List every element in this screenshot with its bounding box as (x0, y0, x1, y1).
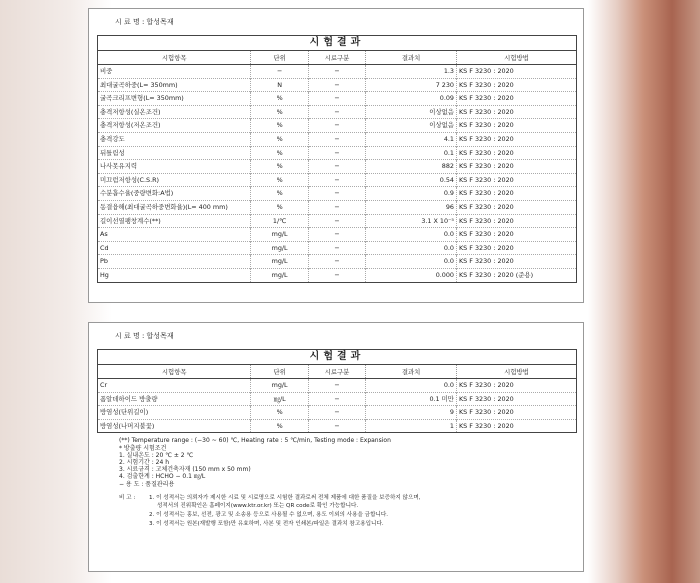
header-method: 시험방법 (456, 51, 576, 65)
cell-unit: % (251, 160, 308, 174)
cell-unit: 1/℃ (251, 214, 308, 228)
cell-sample-type: − (308, 228, 365, 242)
cell-test-item: 수분흡수율(중량변화:A법) (98, 187, 251, 201)
cell-test-item: 나사못유지력 (98, 160, 251, 174)
cell-sample-type: − (308, 105, 365, 119)
table-row (98, 419, 576, 432)
cell-sample-type: − (308, 392, 365, 406)
note-line: 4. 검출한계 : HCHO − 0.1 ㎎/L (119, 473, 206, 481)
cell-test-item: 충격저항성(저온조건) (98, 119, 251, 133)
remark-line: 성적서의 진위확인은 홈페이지(www.ktr.or.kr) 또는 QR code로 확인 가능합니다. (157, 503, 359, 510)
cell-unit: mg/L (251, 228, 308, 242)
cell-result: 3.1 X 10⁻⁵ (366, 214, 457, 228)
cell-result: 96 (366, 200, 457, 214)
cell-result: 0.1 미만 (366, 392, 457, 406)
cell-sample-type: − (308, 119, 365, 133)
cell-unit: mg/L (251, 268, 308, 281)
cell-unit: mg/L (251, 255, 308, 269)
results-title: 시험결과 (98, 36, 576, 51)
cell-result: 1.3 (366, 65, 457, 79)
table-row (98, 255, 576, 269)
results-box (97, 35, 577, 283)
cell-unit: % (251, 132, 308, 146)
cell-sample-type: − (308, 406, 365, 420)
table-row (98, 268, 576, 281)
table-row (98, 228, 576, 242)
cell-sample-type: − (308, 419, 365, 432)
cell-sample-type: − (308, 146, 365, 160)
cell-result: 0.0 (366, 255, 457, 269)
table-header-row (98, 365, 576, 379)
note-line: 3. 시료규격 : 고체건축자재 (150 mm x 50 mm) (119, 466, 251, 474)
cell-unit: % (251, 200, 308, 214)
remark-line: 1. 이 성적서는 의뢰자가 제시한 시료 및 시료명으로 시험한 결과로써 전체 제품에 대한 품질을 보증하지 않으며, (149, 494, 421, 501)
report-frame (88, 8, 584, 303)
cell-unit: mg/L (251, 379, 308, 393)
cell-method: KS F 3230 : 2020 (456, 78, 576, 92)
cell-sample-type: − (308, 92, 365, 106)
cell-test-item: Cd (98, 241, 251, 255)
cell-result: 0.54 (366, 173, 457, 187)
cell-method: KS F 3230 : 2020 (456, 160, 576, 174)
cell-unit: % (251, 173, 308, 187)
cell-method: KS F 3230 : 2020 (456, 379, 576, 393)
header-test-item: 시험항목 (98, 365, 251, 379)
note-line: − 용 도 : 품질관리용 (119, 480, 175, 488)
cell-method: KS F 3230 : 2020 (456, 119, 576, 133)
cell-unit: ㎎/L (251, 392, 308, 406)
cell-sample-type: − (308, 268, 365, 281)
sample-name: 시 료 명 : 합성목재 (115, 18, 174, 26)
cell-unit: % (251, 105, 308, 119)
cell-unit: % (251, 92, 308, 106)
table-row (98, 132, 576, 146)
remark-line: 2. 이 성적서는 홍보, 선전, 광고 및 소송용 등으로 사용될 수 없으며, 용도 이외의 사용을 금합니다. (149, 511, 389, 518)
remark-line: 3. 이 성적서는 원본(재발행 포함)만 유효하며, 사본 및 전자 인쇄본/파일은 결과치 참고용입니다. (149, 520, 384, 527)
table-row (98, 160, 576, 174)
cell-sample-type: − (308, 241, 365, 255)
header-method: 시험방법 (456, 365, 576, 379)
cell-result: 이상없음 (366, 105, 457, 119)
cell-unit: − (251, 65, 308, 79)
note-line: * 방출량 시험조건 (119, 444, 167, 452)
header-result: 결과치 (366, 51, 457, 65)
cell-method: KS F 3230 : 2020 (456, 228, 576, 242)
cell-result: 7 230 (366, 78, 457, 92)
test-report-sheet-1 (88, 8, 584, 303)
header-sample-type: 시료구분 (308, 51, 365, 65)
note-line: 1. 실내온도 : 20 ℃ ± 2 ℃ (119, 451, 194, 459)
cell-result: 9 (366, 406, 457, 420)
table-header-row (98, 51, 576, 65)
cell-test-item: 동결융해(최대굴곡하중변화율)(L= 400 mm) (98, 200, 251, 214)
cell-sample-type: − (308, 255, 365, 269)
remarks (89, 488, 583, 528)
cell-result: 4.1 (366, 132, 457, 146)
cell-method: KS F 3230 : 2020 (준용) (456, 268, 576, 281)
cell-method: KS F 3230 : 2020 (456, 214, 576, 228)
table-row (98, 406, 576, 420)
cell-method: KS F 3230 : 2020 (456, 105, 576, 119)
header-unit: 단위 (251, 365, 308, 379)
cell-test-item: 방염성(나머지불꽃) (98, 419, 251, 432)
cell-method: KS F 3230 : 2020 (456, 92, 576, 106)
cell-sample-type: − (308, 214, 365, 228)
cell-result: 0.9 (366, 187, 457, 201)
table-row (98, 241, 576, 255)
cell-result: 0.0 (366, 241, 457, 255)
cell-unit: % (251, 119, 308, 133)
cell-unit: N (251, 78, 308, 92)
cell-method: KS F 3230 : 2020 (456, 255, 576, 269)
cell-test-item: 뒤틀림성 (98, 146, 251, 160)
cell-result: 1 (366, 419, 457, 432)
cell-sample-type: − (308, 78, 365, 92)
cell-sample-type: − (308, 379, 365, 393)
cell-method: KS F 3230 : 2020 (456, 419, 576, 432)
cell-method: KS F 3230 : 2020 (456, 406, 576, 420)
table-row (98, 146, 576, 160)
cell-result: 이상없음 (366, 119, 457, 133)
header-sample-type: 시료구분 (308, 365, 365, 379)
cell-result: 0.000 (366, 268, 457, 281)
cell-test-item: 최대굴곡하중(L= 350mm) (98, 78, 251, 92)
results-title: 시험결과 (98, 350, 576, 365)
cell-sample-type: − (308, 65, 365, 79)
table-row (98, 379, 576, 393)
results-box (97, 349, 577, 433)
header-result: 결과치 (366, 365, 457, 379)
cell-test-item: Hg (98, 268, 251, 281)
cell-test-item: 충격강도 (98, 132, 251, 146)
cell-test-item: 충격저항성(실온조건) (98, 105, 251, 119)
cell-unit: % (251, 419, 308, 432)
cell-method: KS F 3230 : 2020 (456, 65, 576, 79)
cell-test-item: 비중 (98, 65, 251, 79)
cell-sample-type: − (308, 160, 365, 174)
cell-test-item: 굴곡크리프변형(L= 350mm) (98, 92, 251, 106)
cell-result: 0.1 (366, 146, 457, 160)
cell-unit: % (251, 146, 308, 160)
cell-test-item: Cr (98, 379, 251, 393)
results-table (98, 51, 576, 282)
cell-sample-type: − (308, 132, 365, 146)
cell-method: KS F 3230 : 2020 (456, 187, 576, 201)
sample-name: 시 료 명 : 합성목재 (115, 332, 174, 340)
test-notes (89, 433, 583, 487)
cell-method: KS F 3230 : 2020 (456, 132, 576, 146)
table-row (98, 392, 576, 406)
cell-sample-type: − (308, 200, 365, 214)
table-row (98, 92, 576, 106)
table-row (98, 119, 576, 133)
cell-method: KS F 3230 : 2020 (456, 392, 576, 406)
cell-test-item: 방염성(단위길이) (98, 406, 251, 420)
table-row (98, 214, 576, 228)
cell-sample-type: − (308, 173, 365, 187)
table-row (98, 173, 576, 187)
cell-result: 0.0 (366, 379, 457, 393)
table-row (98, 187, 576, 201)
table-row (98, 65, 576, 79)
report-frame (88, 322, 584, 572)
cell-method: KS F 3230 : 2020 (456, 146, 576, 160)
cell-result: 0.09 (366, 92, 457, 106)
test-report-sheet-2 (88, 322, 584, 572)
table-row (98, 105, 576, 119)
cell-test-item: 길이선열팽창계수(**) (98, 214, 251, 228)
cell-method: KS F 3230 : 2020 (456, 200, 576, 214)
table-row (98, 200, 576, 214)
cell-method: KS F 3230 : 2020 (456, 241, 576, 255)
cell-test-item: 폼알데하이드 방출량 (98, 392, 251, 406)
results-table (98, 365, 576, 432)
cell-unit: % (251, 187, 308, 201)
cell-test-item: As (98, 228, 251, 242)
note-line: 2. 시험기간 : 24 h (119, 458, 169, 466)
cell-unit: % (251, 406, 308, 420)
cell-sample-type: − (308, 187, 365, 201)
cell-method: KS F 3230 : 2020 (456, 173, 576, 187)
note-line: (**) Temperature range : (−30 ~ 60) ℃, Heating rate : 5 ℃/min, Testing mode : Expansion (119, 437, 391, 445)
header-test-item: 시험항목 (98, 51, 251, 65)
cell-result: 882 (366, 160, 457, 174)
table-row (98, 78, 576, 92)
header-unit: 단위 (251, 51, 308, 65)
remarks-label: 비 고 : (119, 494, 136, 501)
cell-test-item: Pb (98, 255, 251, 269)
cell-unit: mg/L (251, 241, 308, 255)
cell-test-item: 미끄럼저항성(C.S.R) (98, 173, 251, 187)
cell-result: 0.0 (366, 228, 457, 242)
